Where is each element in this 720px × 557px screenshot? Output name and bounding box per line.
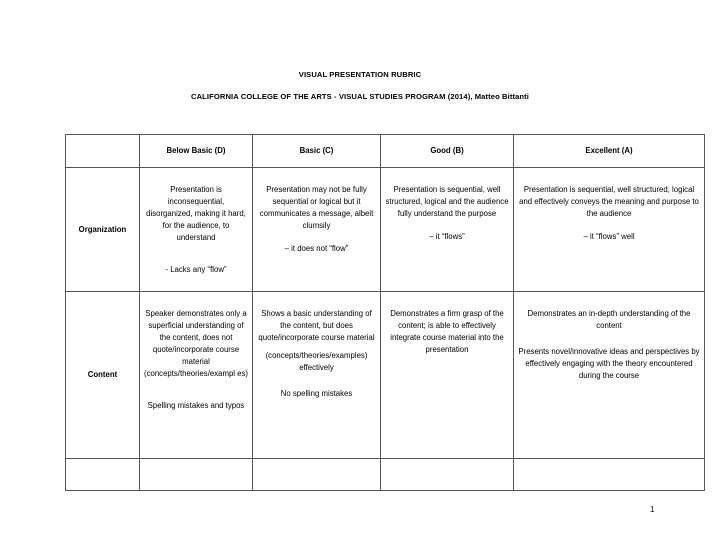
cell-organization-basic: [253, 168, 381, 292]
cell-text: Demonstrates an in-depth understanding of the content: [527, 309, 691, 330]
table-row-content: [66, 292, 705, 459]
table-header-row: [66, 135, 705, 168]
cell-text: No spelling mistakes: [280, 389, 353, 398]
cell-text: - Lacks any “flow”: [165, 265, 227, 274]
cell-text: – it “flows” well: [583, 232, 635, 241]
header-excellent: Excellent (A): [514, 135, 705, 168]
cell-text: Presentation is inconsequential, disorganized, making it hard, for the audience, to understand: [146, 185, 246, 242]
cell-text: Presentation may not be fully sequential or logical but it communicates a message, albeit clumsily: [259, 185, 374, 230]
cell-text: Presentation is sequential, well structured, logical and effectively conveys the meaning and purpose to the audience: [519, 185, 699, 218]
cell-text: Spelling mistakes and typos: [147, 401, 245, 410]
table-row-organization: [66, 168, 705, 292]
document-title: VISUAL PRESENTATION RUBRIC: [298, 70, 422, 79]
cell-organization-below-basic: [140, 168, 253, 292]
row-label-content: Content: [66, 292, 140, 459]
empty-cell: [381, 459, 514, 491]
empty-cell: [66, 459, 140, 491]
rubric-table: [65, 134, 705, 491]
header-below-basic: Below Basic (D): [140, 135, 253, 168]
empty-cell: [253, 459, 381, 491]
page-number: 1: [650, 505, 655, 514]
cell-content-basic: [253, 292, 381, 459]
cell-text: (concepts/theories/examples) effectively: [265, 351, 368, 372]
header-basic: Basic (C): [253, 135, 381, 168]
cell-content-excellent: [514, 292, 705, 459]
cell-text: Presentation is sequential, well structured, logical and the audience fully understand the purpose: [385, 185, 509, 218]
cell-text: – it “flows”: [429, 232, 465, 241]
cell-content-good: [381, 292, 514, 459]
table-row-empty: [66, 459, 705, 491]
cell-text: Presents novel/innovative ideas and perspectives by effectively engaging with the theory encountered during the course: [518, 347, 700, 380]
cell-content-below-basic: [140, 292, 253, 459]
document-subtitle: CALIFORNIA COLLEGE OF THE ARTS - VISUAL STUDIES PROGRAM (2014), Matteo Bittanti: [191, 92, 529, 101]
empty-cell: [140, 459, 253, 491]
empty-cell: [514, 459, 705, 491]
cell-organization-good: [381, 168, 514, 292]
header-good: Good (B): [381, 135, 514, 168]
cell-text: Speaker demonstrates only a superficial understanding of the content, does not quote/incorporate course material (concepts/theories/exampl es): [144, 309, 249, 378]
row-label-organization: Organization: [66, 168, 140, 292]
cell-organization-excellent: [514, 168, 705, 292]
cell-text: Demonstrates a firm grasp of the content; is able to effectively integrate course material into the presentation: [390, 309, 504, 354]
header-cell-empty: [66, 135, 140, 168]
cell-text: Shows a basic understanding of the content, but does quote/incorporate course material: [258, 309, 375, 342]
cell-text: – it does not “flow”: [284, 244, 349, 253]
